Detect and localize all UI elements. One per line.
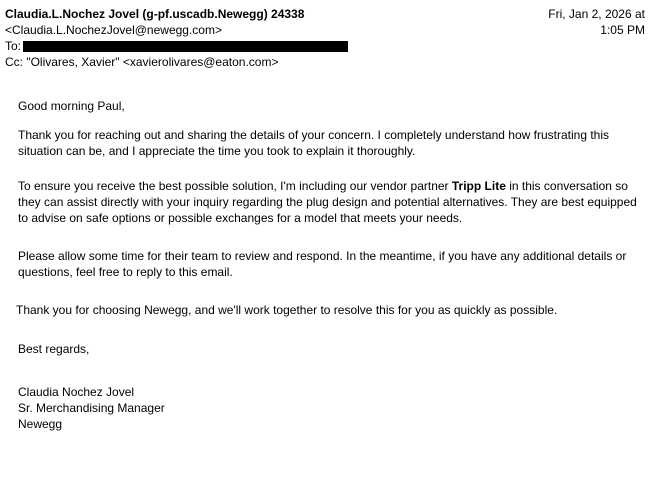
sent-date: Fri, Jan 2, 2026 at: [548, 7, 645, 21]
signature-name: Claudia Nochez Jovel: [18, 385, 135, 399]
signature-title: Sr. Merchandising Manager: [18, 401, 165, 415]
email-body: [18, 98, 638, 432]
signature-company: Newegg: [18, 417, 63, 431]
cc-line: [5, 54, 645, 70]
signature: [18, 384, 638, 432]
paragraph-vendor-intro: To ensure you receive the best possible solution, I'm including our vendor partner: [18, 179, 452, 193]
email-header: [5, 6, 645, 70]
to-label: To:: [5, 39, 22, 53]
greeting: Good morning Paul,: [18, 99, 125, 113]
to-line: [5, 38, 645, 54]
paragraph-vendor: [18, 178, 638, 226]
cc-recipients[interactable]: Cc: "Olivares, Xavier" <xavierolivares@eaton.com>: [5, 55, 279, 69]
paragraph-thanks: Thank you for reaching out and sharing the details of your concern. I completely understand how frustrating this situation can be, and I appreciate the time you took to explain it thoroughly.: [18, 128, 609, 158]
paragraph-closing-thanks: Thank you for choosing Newegg, and we'll work together to resolve this for you as quickly as possible.: [16, 303, 558, 317]
sender-email[interactable]: <Claudia.L.NochezJovel@newegg.com>: [5, 23, 222, 37]
date-block: [548, 6, 645, 38]
redacted-recipients: [23, 41, 348, 52]
paragraph-review: Please allow some time for their team to review and respond. In the meantime, if you have any additional details or questions, feel free to reply to this email.: [18, 249, 627, 279]
sent-time: 1:05 PM: [600, 23, 645, 37]
sender-name: Claudia.L.Nochez Jovel (g-pf.uscadb.Newegg) 24338: [5, 7, 305, 21]
closing: Best regards,: [18, 342, 90, 356]
paragraph-vendor-rest: in this conversation so they can assist directly with your inquiry regarding the plug design and potential alternatives. They are best equipped to advise on safe options or possible exchanges for a model that meets your needs.: [18, 179, 637, 225]
vendor-name: Tripp Lite: [451, 179, 506, 193]
